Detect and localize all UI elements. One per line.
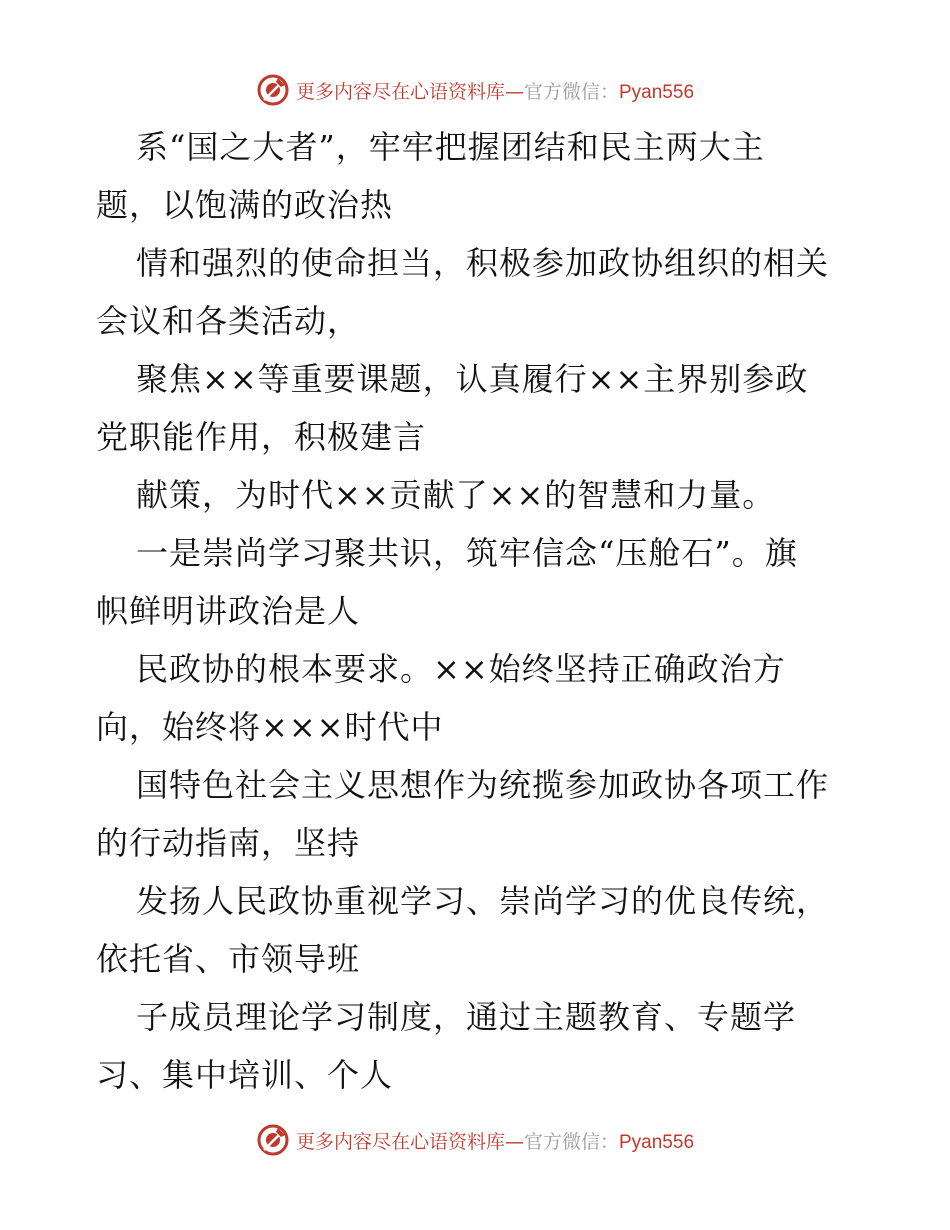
body-line: 国特色社会主义思想作为统揽参加政协各项工作 xyxy=(136,766,830,804)
footer-banner-text xyxy=(296,1127,694,1154)
header-banner-main: 更多内容尽在心语资料库 xyxy=(295,80,505,103)
footer-banner-main: 更多内容尽在心语资料库 xyxy=(295,1130,505,1153)
footer-banner xyxy=(0,1120,950,1160)
header-banner xyxy=(0,70,950,110)
document-body xyxy=(96,118,856,1104)
body-line: 的行动指南，坚持 xyxy=(96,824,361,862)
header-banner-text xyxy=(296,77,694,104)
body-line: 向，始终将×××时代中 xyxy=(96,708,444,746)
body-line: 聚焦××等重要课题，认真履行××主界别参政 xyxy=(136,360,809,398)
header-banner-handle: Pyan556 xyxy=(619,81,695,103)
body-line: 子成员理论学习制度，通过主题教育、专题学 xyxy=(136,998,797,1036)
body-line: 党职能作用，积极建言 xyxy=(96,418,427,456)
footer-banner-handle: Pyan556 xyxy=(619,1131,695,1153)
footer-banner-dash: — xyxy=(504,1130,524,1153)
body-line: 习、集中培训、个人 xyxy=(96,1056,394,1094)
body-line: 发扬人民政协重视学习、崇尚学习的优良传统， xyxy=(136,882,830,920)
body-line: 题，以饱满的政治热 xyxy=(96,186,394,224)
header-banner-dash: — xyxy=(504,80,524,103)
body-line: 献策，为时代××贡献了××的智慧和力量。 xyxy=(136,476,776,514)
body-line: 系“国之大者”，牢牢把握团结和民主两大主 xyxy=(136,128,765,166)
logo-icon xyxy=(256,1123,290,1157)
body-line: 民政协的根本要求。××始终坚持正确政治方 xyxy=(136,650,786,688)
body-line: 依托省、市领导班 xyxy=(96,940,361,978)
header-banner-label: 官方微信： xyxy=(523,80,619,103)
body-line: 帜鲜明讲政治是人 xyxy=(96,592,361,630)
body-line: 情和强烈的使命担当，积极参加政协组织的相关 xyxy=(136,244,830,282)
body-line: 会议和各类活动， xyxy=(96,302,361,340)
footer-banner-label: 官方微信： xyxy=(523,1130,619,1153)
logo-icon xyxy=(256,73,290,107)
body-line: 一是崇尚学习聚共识，筑牢信念“压舱石”。旗 xyxy=(136,534,798,572)
